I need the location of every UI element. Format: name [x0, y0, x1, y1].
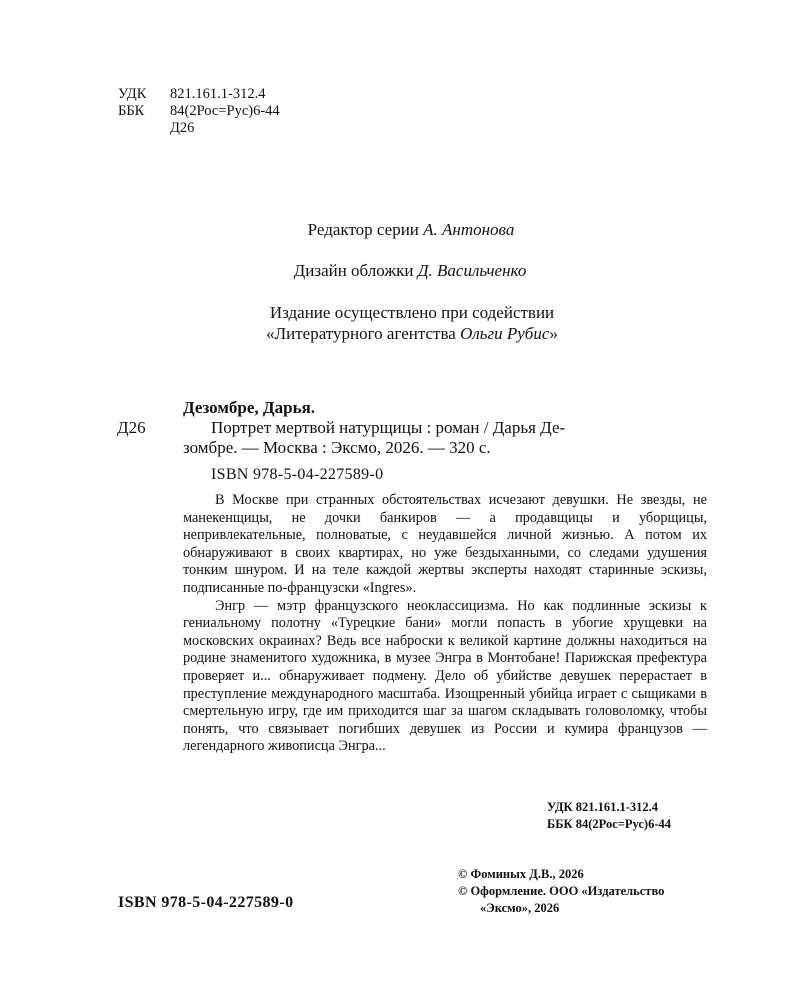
classification-block	[118, 86, 280, 137]
udk-row	[118, 86, 280, 103]
annotation-paragraph-1: В Москве при странных обстоятельствах исчезают девушки. Не звезды, не манекенщицы, не дочки банкиров — а продавщицы и уборщицы, непривлекательные, полноватые, с неудавшейся личной жизнью. А потом их обнаруживают в своих квартирах, но уже бездыханными, со следами удушения тонким шнуром. И на теле каждой жертвы эксперты находят старинные эскизы, подписанные по-французски «Ingres».	[183, 492, 707, 596]
editor-prefix: Редактор серии	[307, 220, 424, 239]
catalog-isbn: ISBN 978-5-04-227589-0	[211, 466, 384, 483]
copyright-publisher: «Эксмо», 2026	[480, 901, 560, 915]
udk-value: 821.161.1-312.4	[170, 86, 266, 102]
bbk-small: ББК 84(2Рос=Рус)6-44	[547, 817, 671, 831]
copyright-block	[458, 866, 664, 917]
bbk-row	[118, 103, 280, 120]
catalog-title-line-1: Портрет мертвой натурщицы : роман / Дарья Де-	[211, 418, 566, 437]
catalog-title-line-2: зомбре. — Москва : Эксмо, 2026. — 320 с.	[183, 438, 491, 457]
annotation	[183, 492, 707, 756]
support-note	[12, 302, 800, 344]
isbn-bottom: ISBN 978-5-04-227589-0	[118, 894, 294, 911]
cover-designer-line	[10, 260, 800, 281]
udk-label: УДК	[118, 86, 147, 102]
copyright-author: © Фоминых Д.В., 2026	[458, 867, 584, 881]
designer-name: Д. Васильченко	[417, 261, 527, 280]
bbk-label: ББК	[118, 103, 145, 119]
support-line-1: Издание осуществлено при содействии	[269, 303, 555, 322]
series-editor-line	[11, 219, 800, 240]
udk-small: УДК 821.161.1-312.4	[547, 800, 658, 814]
designer-prefix: Дизайн обложки	[293, 261, 418, 280]
support-prefix: «Литературного агентства	[266, 324, 461, 343]
bbk-value: 84(2Рос=Рус)6-44	[170, 103, 280, 119]
support-line-2	[12, 323, 800, 344]
editor-name: А. Антонова	[423, 220, 515, 239]
annotation-paragraph-2: Энгр — мэтр французского неоклассицизма. Но как подлинные эскизы к гениальному полотну «Турецкие бани» могли попасть в убогие хрущевки на московских окраинах? Ведь все наброски к великой картине должны находиться на родине знаменитого художника, в музее Энгра в Монтобане! Парижская префектура проверяет и... обнаруживает подмену. Дело об убийстве девушек перерастает в преступление международного масштаба. Изощренный убийца играет с сыщиками в смертельную игру, где им приходится шаг за шагом складывать головоломку, чтобы понять, что связывает погибших девушек из России и кумира французов — легендарного живописца Энгра...	[183, 597, 707, 755]
support-suffix: »	[549, 324, 558, 343]
agency-name: Ольги Рубис	[460, 324, 550, 343]
catalog-code: Д26	[117, 418, 146, 437]
catalog-description	[183, 418, 708, 458]
catalog-author-heading: Дезомбре, Дарья.	[183, 398, 316, 417]
author-mark: Д26	[170, 120, 195, 136]
copyright-design: © Оформление. ООО «Издательство	[458, 884, 665, 898]
classification-small	[547, 799, 671, 833]
